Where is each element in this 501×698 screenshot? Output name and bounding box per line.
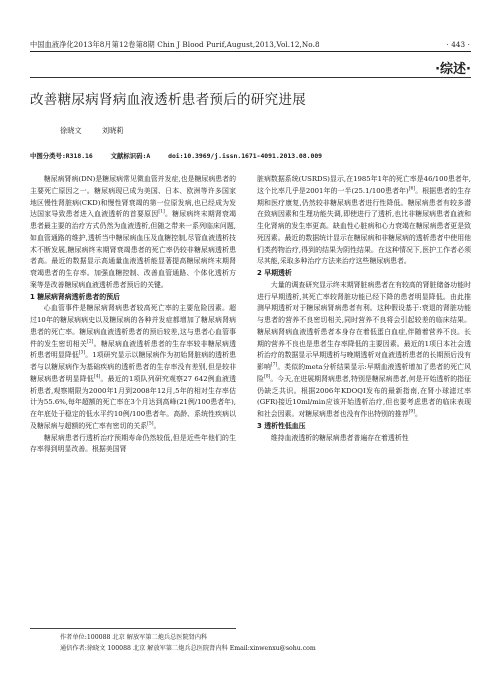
author-name: 刘晓莉 [101, 126, 124, 135]
paragraph: 糖尿病肾病(DN)是糖尿病常见微血管并发症,也是糖尿病患者的主要死亡原因之一。糖尿病现已成为美国、日本、欧洲等许多国家地区慢性肾脏病(CKD)和慢性肾衰竭的第一位原发病,也已经成为发达国家导致患者进入血液透析的首要原因[1]。糖尿病终末期肾衰竭患者最主要的治疗方式仍然为血液透析,但随之带来一系列临床问题,如血管通路的维护,透析当中糖尿病血压及血糖控制,尽管血液透析技术不断发展,糖尿病终末期肾衰竭患者的死亡率仍较非糖尿病透析患者高。最近的数据显示高通量血液透析能显著提高糖尿病终末期肾衰竭患者的生存率。加强血糖控制、改善血管通路、个体化透析方案等是改善糖尿病血液透析患者预后的关键。 [30, 175, 237, 289]
section-heading: 3 透析性低血压 [257, 421, 306, 430]
citation-ref: [1] [158, 209, 165, 215]
header-rule [30, 51, 471, 52]
left-column [30, 174, 236, 456]
paragraph: 脏病数据系统(USRDS)显示,在1985年1年的死亡率是46/100患者年,这个比率几乎是2001年的一半(25.1/100患者年)[6]。根据患者的生存期和医疗康复,仍然较非糖尿病患者进行性降低。糖尿病患者有较多潜在致病因素和生理功能失调,即使进行了透析,也比非糖尿病患者血液和生化肾病的发生率更高。缺血性心脏病和心力衰竭在糖尿病患者更是致死因素。最近的数据统计显示在糖尿病和非糖尿病的透析患者中使用他们类药物治疗,得到的结果为阴性结果。在这种情况下,医护工作者必须尽其能,采取多种治疗方法来治疗这些糖尿病患者。 [257, 175, 471, 266]
citation-ref: [4] [93, 374, 101, 380]
author-list [60, 126, 123, 136]
page-number: · 443 · [446, 40, 470, 49]
corresponding-author: 通信作者:徐晓文 100088 北京 解放军第二炮兵总医院肾内科 Email:xinwenxu@sohu.com [60, 645, 316, 652]
citation-ref: [9] [408, 409, 415, 415]
running-header [30, 40, 470, 50]
paragraph: 大量的调查研究显示终末期肾脏病患者在有较高的肾脏储备功能时进行早期透析,其死亡率较肾脏功能已经下降的患者明显降低。由此推测早期透析对于糖尿病肾病患者有利。这种假设基于:衰退的肾脏功能与患者的营养不良密切相关,同时营养不良将会引起较差的临床结果。糖尿病肾病血液透析患者本身存在着低蛋白血症,伴随着营养不良。长期的营养不良也是患者生存率降低的主要因素。最近的1项日本社会透析治疗的数据显示早期透析与晚期透析对血液透析患者的长期预后没有影响[7]。类似的meta分析结果显示:早期血液透析增加了患者的死亡风险[8]。今天,在进展期肾病患者,特别是糖尿病患者,何是开始透析的指征仍缺乏共识。根据2006年KDOQI发布的最新指南,在肾小球滤过率(GFR)接近10ml/min应该开始透析治疗,但也要考虑患者的临床表现和社会因素。对糖尿病患者也没有作出特别的推荐[9]。 [257, 280, 471, 418]
citation-ref: [3] [78, 350, 86, 356]
citation-ref: [6] [408, 186, 416, 192]
citation-ref: [8] [263, 374, 271, 380]
document-code: 文献标识码:A [110, 152, 151, 160]
paragraph: 维持血液透析的糖尿病患者普遍存在着透析性 [270, 433, 409, 442]
citation-ref: [5] [147, 421, 154, 427]
author-affiliation: 作者单位:100088 北京 解放军第二炮兵总医院肾内科 [60, 634, 208, 641]
section-heading: 2 早期透析 [257, 269, 292, 277]
doi: doi:10.3969/j.issn.1671-4091.2013.08.009 [168, 152, 323, 160]
journal-citation: 中国血液净化2013年8月第12卷第8期 Chin J Blood Purif,August,2013,Vol.12,No.8 [30, 40, 320, 49]
section-rule [30, 77, 471, 78]
section-label: ·综述· [435, 62, 471, 77]
right-column [257, 174, 471, 444]
article-title: 改善糖尿病肾病血液透析患者预后的研究进展 [30, 92, 306, 108]
citation-ref: [2] [87, 339, 94, 345]
section-heading: 1 糖尿病肾病透析患者的预后 [30, 292, 120, 301]
footnotes [60, 632, 480, 654]
footnote-rule [30, 628, 236, 629]
citation-ref: [7] [270, 362, 278, 368]
author-name: 徐晓文 [60, 126, 82, 135]
paragraph: 糖尿病患者行透析治疗预期寿命仍然较低,但是近些年他们的生存率得到明显改善。根据美国肾 [30, 433, 236, 454]
classification-number: 中图分类号:R318.16 [30, 152, 93, 160]
article-meta [30, 151, 336, 160]
paragraph: 心血管事件是糖尿病肾病患者较高死亡率的主要危险因素。超过10年的糖尿病病史以及糖尿病的各种并发症都增加了糖尿病肾病患者的死亡率。糖尿病血液透析患者的预后较差,这与患者心血管事件的发生密切相关[2]。糖尿病血液透析患者的生存率较非糖尿病透析患者明显降低[3]。1项研究显示以糖尿病作为初始肾脏病的透析患者与以糖尿病作为基础疾病的透析患者的生存率没有差别,但是较非糖尿病患者明显降低[4]。最近的1项队列研究观察27 642例血液透析患者,观察期限为2000年1月到2008年12月,5年的相对生存率估计为55.6%,每年超额的死亡率在3个月达到高峰(21例/100患者年),在年底处于稳定的低水平约10例/100患者年。高龄、系统性疾病以及糖尿病与超额的死亡率有密切的关系[5]。 [30, 304, 237, 430]
